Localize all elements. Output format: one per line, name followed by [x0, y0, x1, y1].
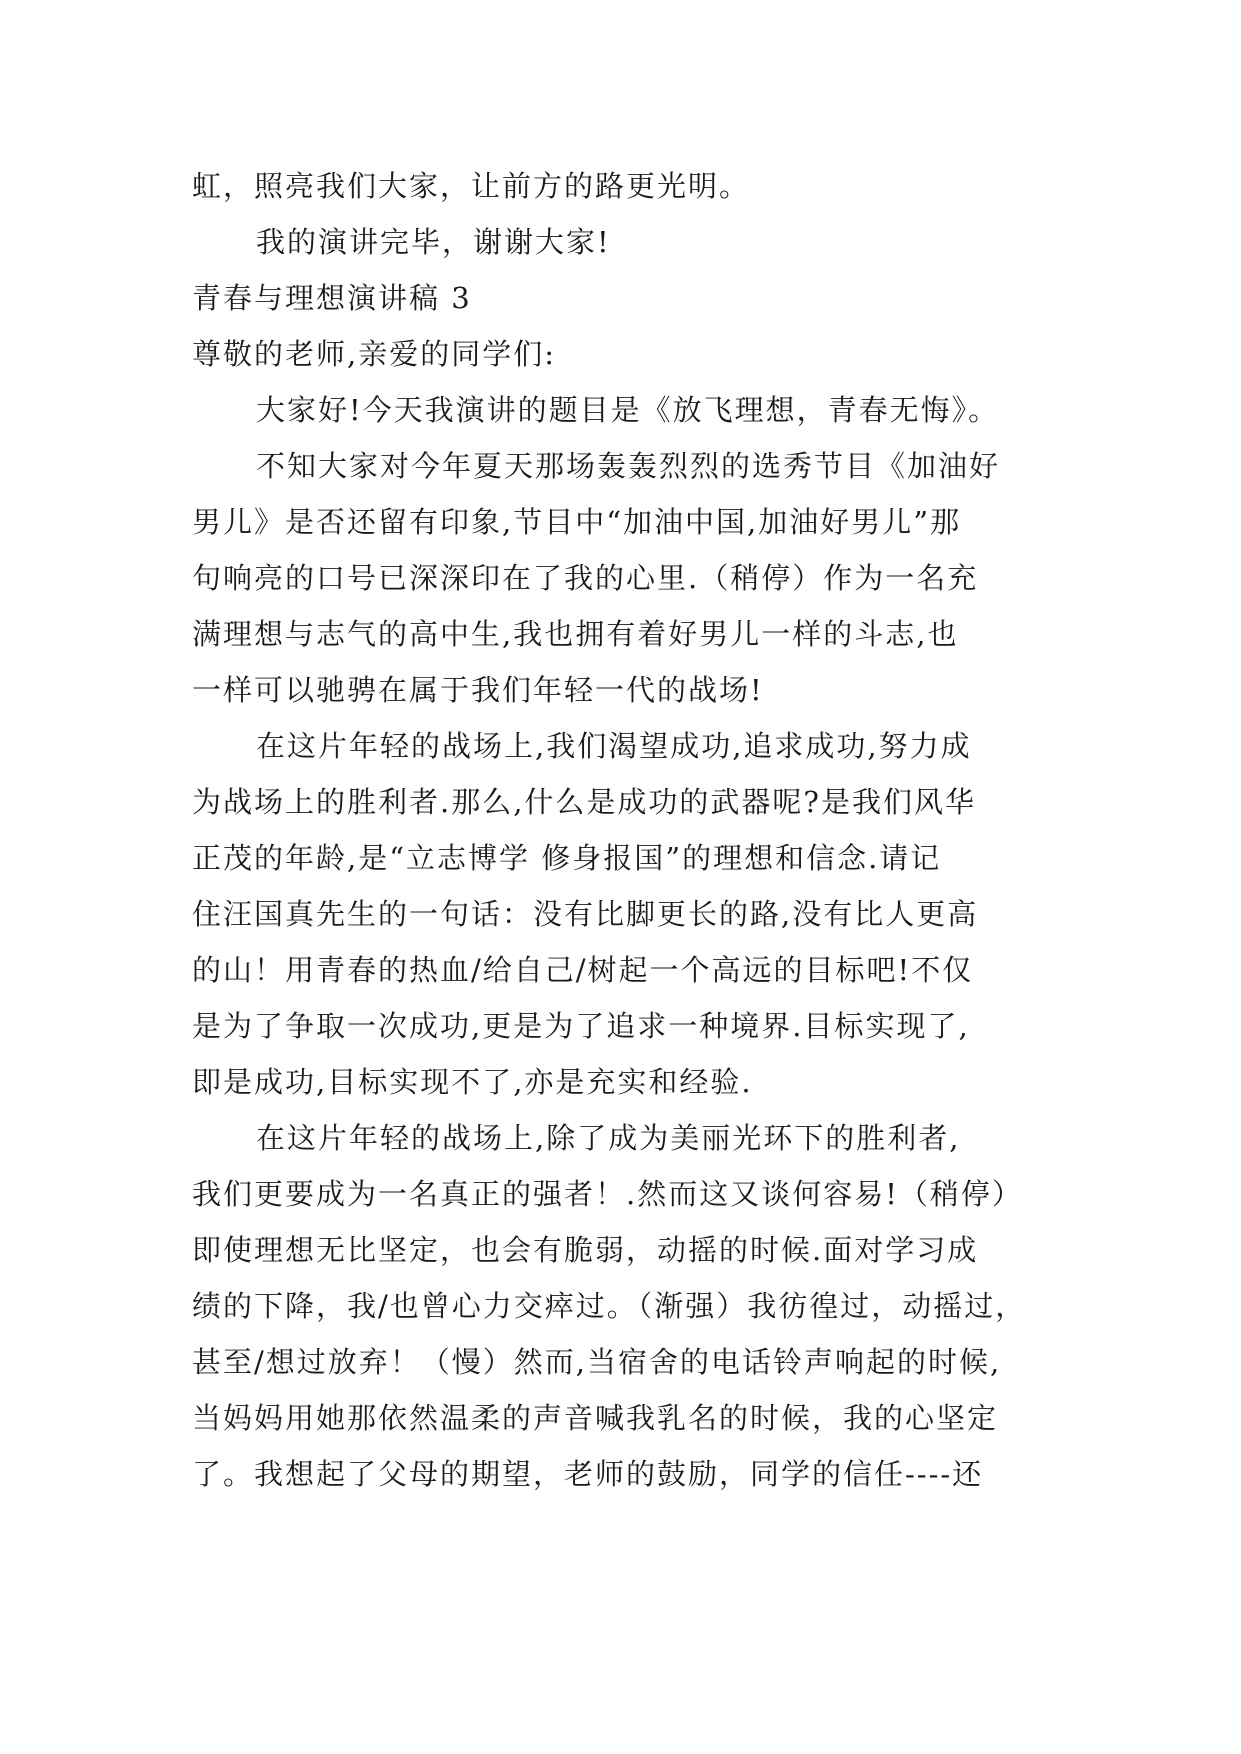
text-line: 满理想与志气的高中生,我也拥有着好男儿一样的斗志,也 [192, 617, 959, 651]
text-line: 不知大家对今年夏天那场轰轰烈烈的选秀节目《加油好 [256, 449, 1001, 483]
text-line: 大家好!今天我演讲的题目是《放飞理想，青春无悔》。 [256, 393, 1000, 427]
text-line: 住汪国真先生的一句话：没有比脚更长的路,没有比人更高 [192, 897, 979, 931]
text-line: 我的演讲完毕，谢谢大家! [256, 225, 611, 259]
text-line: 在这片年轻的战场上,我们渴望成功,追求成功,努力成 [256, 729, 972, 763]
text-line: 即是成功,目标实现不了,亦是充实和经验. [192, 1065, 753, 1099]
text-line: 正茂的年龄,是“立志博学 修身报国”的理想和信念.请记 [192, 841, 942, 875]
text-line: 我们更要成为一名真正的强者！.然而这又谈何容易!（稍停） [192, 1177, 1023, 1211]
salutation: 尊敬的老师,亲爱的同学们: [192, 337, 556, 371]
section-heading: 青春与理想演讲稿 3 [192, 281, 472, 315]
text-line: 一样可以驰骋在属于我们年轻一代的战场! [192, 673, 764, 707]
text-line: 为战场上的胜利者.那么,什么是成功的武器呢?是我们风华 [192, 785, 976, 819]
text-line: 是为了争取一次成功,更是为了追求一种境界.目标实现了, [192, 1009, 970, 1043]
text-line: 男儿》是否还留有印象,节目中“加油中国,加油好男儿”那 [192, 505, 962, 539]
text-line: 绩的下降，我/也曾心力交瘁过。（渐强）我彷徨过，动摇过， [192, 1289, 1027, 1323]
text-line: 的山！用青春的热血/给自己/树起一个高远的目标吧!不仅 [192, 953, 974, 987]
text-line: 即使理想无比坚定，也会有脆弱，动摇的时候.面对学习成 [192, 1233, 979, 1267]
text-line: 在这片年轻的战场上,除了成为美丽光环下的胜利者, [256, 1121, 961, 1155]
text-line: 当妈妈用她那依然温柔的声音喊我乳名的时候，我的心坚定 [192, 1401, 999, 1435]
text-line: 虹，照亮我们大家，让前方的路更光明。 [192, 169, 751, 203]
text-line: 甚至/想过放弃！（慢）然而,当宿舍的电话铃声响起的时候, [192, 1345, 1002, 1379]
text-line: 了。我想起了父母的期望，老师的鼓励，同学的信任----还 [192, 1457, 984, 1491]
text-line: 句响亮的口号已深深印在了我的心里.（稍停）作为一名充 [192, 561, 979, 595]
